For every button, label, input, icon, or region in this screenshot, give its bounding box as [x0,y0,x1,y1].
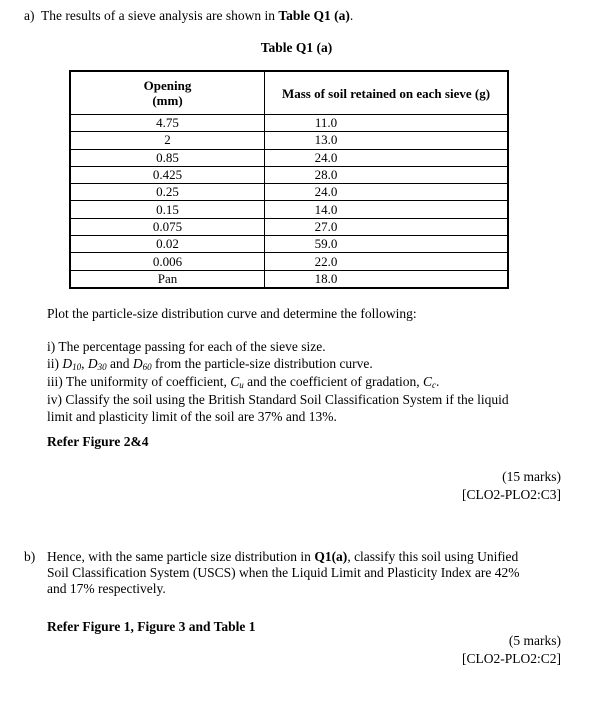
part-b-line3: and 17% respectively. [47,581,166,597]
item-iii-cc-sub: c [432,379,437,390]
item-iii-cu-sub: u [239,379,244,390]
part-b-label: b) [24,549,36,564]
item-ii-sub10: 10 [72,362,82,373]
item-ii-sep: , [81,356,88,372]
cell-opening: Pan [70,270,265,288]
part-b-clo: [CLO2-PLO2:C2] [462,651,561,666]
part-a-refer: Refer Figure 2&4 [47,434,149,449]
table-title: Table Q1 (a) [260,40,333,55]
part-b-line2: Soil Classification System (USCS) when the Liquid Limit and Plasticity Index are 42% [47,565,520,581]
cell-opening: 0.02 [70,236,265,253]
item-ii-d60: D [132,356,143,372]
part-b-refer: Refer Figure 1, Figure 3 and Table 1 [47,619,256,634]
header-opening [70,71,265,115]
header-opening-line1: Opening [143,78,192,93]
item-iii-post: . [436,373,440,389]
item-iv-line1: iv) Classify the soil using the British Standard Soil Classification System if the liquid [47,391,509,407]
part-b-line1 [47,549,567,565]
part-b-text [47,549,567,598]
part-a-label: a) [24,8,35,23]
item-ii-d10: D [62,356,73,372]
cell-mass: 28.0 [265,166,509,183]
cell-opening: 0.425 [70,166,265,183]
item-i: i) The percentage passing for each of the sieve size. [47,339,326,354]
item-ii-d30: D [87,356,98,372]
item-iii-cu: C [230,373,240,389]
cell-opening: 0.15 [70,201,265,218]
part-a-intro-end: . [349,8,354,23]
cell-opening: 0.85 [70,149,265,166]
header-opening-line2: (mm) [152,93,183,108]
instruction-text: Plot the particle-size distribution curve and determine the following: [47,306,417,321]
cell-mass: 59.0 [265,236,509,253]
cell-opening: 4.75 [70,115,265,132]
part-a-clo: [CLO2-PLO2:C3] [462,487,561,502]
cell-opening: 0.006 [70,253,265,270]
item-iii-mid: and the coefficient of gradation, [243,373,424,389]
cell-mass: 27.0 [265,218,509,235]
table-header-row [70,71,508,115]
cell-opening: 0.075 [70,218,265,235]
table-row [70,115,508,132]
cell-opening: 2 [70,132,265,149]
table-row [70,149,508,166]
cell-mass: 24.0 [265,184,509,201]
item-ii-sub30: 30 [97,362,107,373]
part-b-line1-post: , classify this soil using Unified [347,549,519,564]
item-ii-label: ii) [47,356,63,372]
cell-opening: 0.25 [70,184,265,201]
sieve-analysis-table [69,70,509,289]
table-row [70,132,508,149]
part-a-intro-table-ref: Table Q1 (a) [278,8,350,23]
item-ii-and: and [106,356,133,372]
part-a-intro-text: The results of a sieve analysis are shown in [41,8,279,23]
cell-mass: 22.0 [265,253,509,270]
item-ii-sub60: 60 [142,362,152,373]
item-ii-rest: from the particle-size distribution curve. [151,356,373,372]
item-iii-cc: C [423,373,433,389]
table-row [70,201,508,218]
table-row [70,218,508,235]
part-b-line1-pre: Hence, with the same particle size distribution in [47,549,315,564]
part-a-intro [24,8,353,24]
part-b-q1a-ref: Q1(a) [314,549,348,564]
table-row [70,253,508,270]
cell-mass: 24.0 [265,149,509,166]
cell-mass: 18.0 [265,270,509,288]
item-iii-pre: iii) The uniformity of coefficient, [47,373,231,389]
cell-mass: 11.0 [265,115,509,132]
header-mass: Mass of soil retained on each sieve (g) [265,71,509,115]
item-iv-line2: limit and plasticity limit of the soil are 37% and 13%. [47,408,337,424]
part-b-marks: (5 marks) [508,633,561,648]
cell-mass: 13.0 [265,132,509,149]
table-row [70,166,508,183]
item-ii [47,356,565,373]
cell-mass: 14.0 [265,201,509,218]
table-row [70,236,508,253]
table-row [70,270,508,288]
sub-items-list [47,339,565,426]
table-row [70,184,508,201]
item-iii [47,374,565,391]
part-a-marks: (15 marks) [502,469,561,484]
